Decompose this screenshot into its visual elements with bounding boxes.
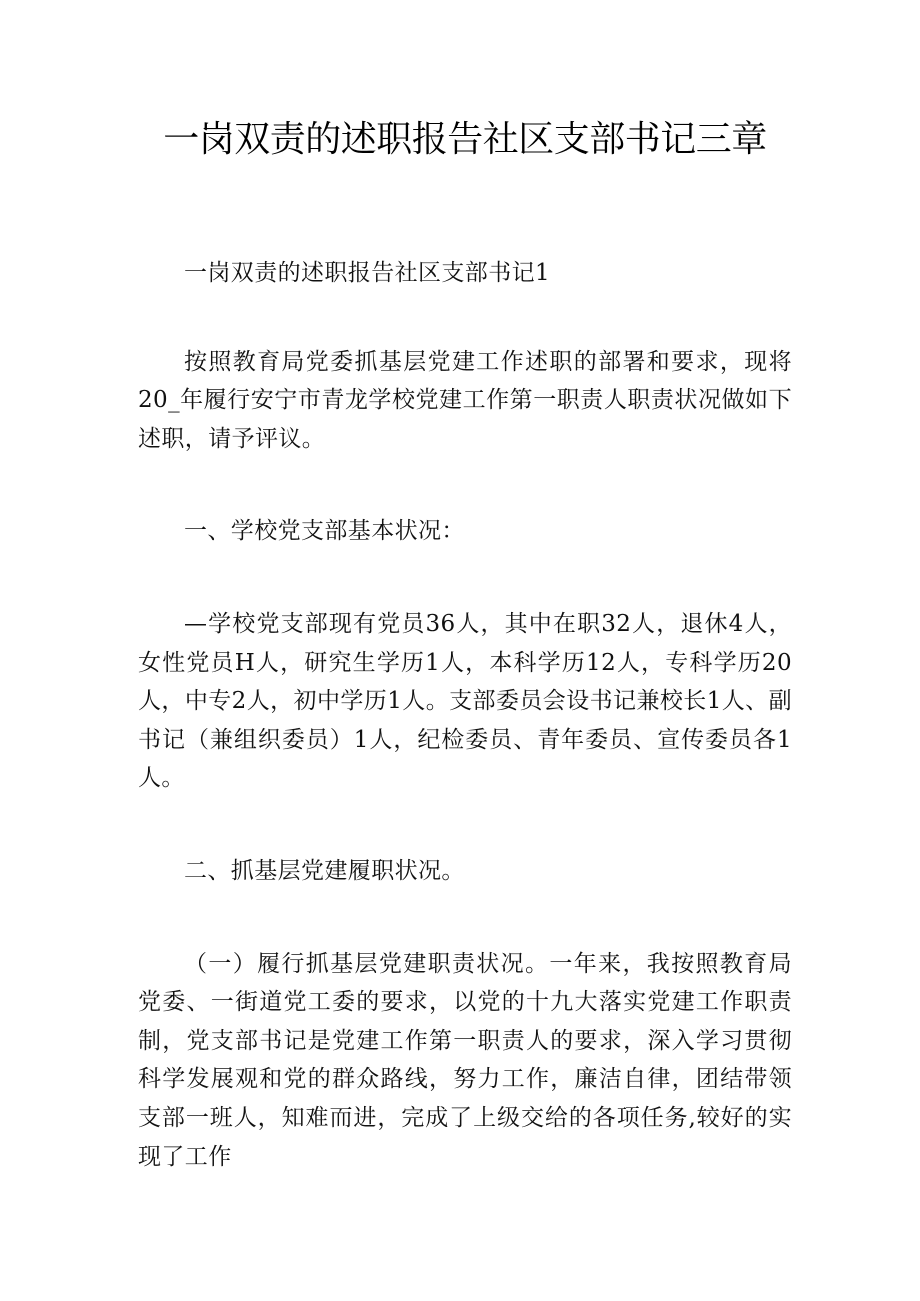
intro-paragraph: 按照教育局党委抓基层党建工作述职的部署和要求，现将20_年履行安宁市青龙学校党建工作第一职责人职责状况做如下述职，请予评议。 <box>138 348 792 452</box>
section-2-body: （一）履行抓基层党建职责状况。一年来，我按照教育局党委、一街道党工委的要求，以党的十九大落实党建工作职责制，党支部书记是党建工作第一职责人的要求，深入学习贯彻科学发展观和党的群众路线，努力工作，廉洁自律，团结带领支部一班人，知难而进，完成了上级交给的各项任务,较好的实现了工作 <box>138 950 792 1170</box>
section-1-heading: 一、学校党支部基本状况： <box>184 518 465 545</box>
document-title: 一岗双责的述职报告社区支部书记三章 <box>163 119 767 160</box>
section-1-body: —学校党支部现有党员36人，其中在职32人，退休4人，女性党员H人，研究生学历1人，本科学历12人，专科学历20人，中专2人，初中学历1人。支部委员会设书记兼校长1人、副书记（兼组织委员）1人，纪检委员、青年委员、宣传委员各1人。 <box>138 610 792 792</box>
report-subtitle: 一岗双责的述职报告社区支部书记1 <box>184 260 551 286</box>
section-2-heading: 二、抓基层党建履职状况。 <box>184 857 465 884</box>
